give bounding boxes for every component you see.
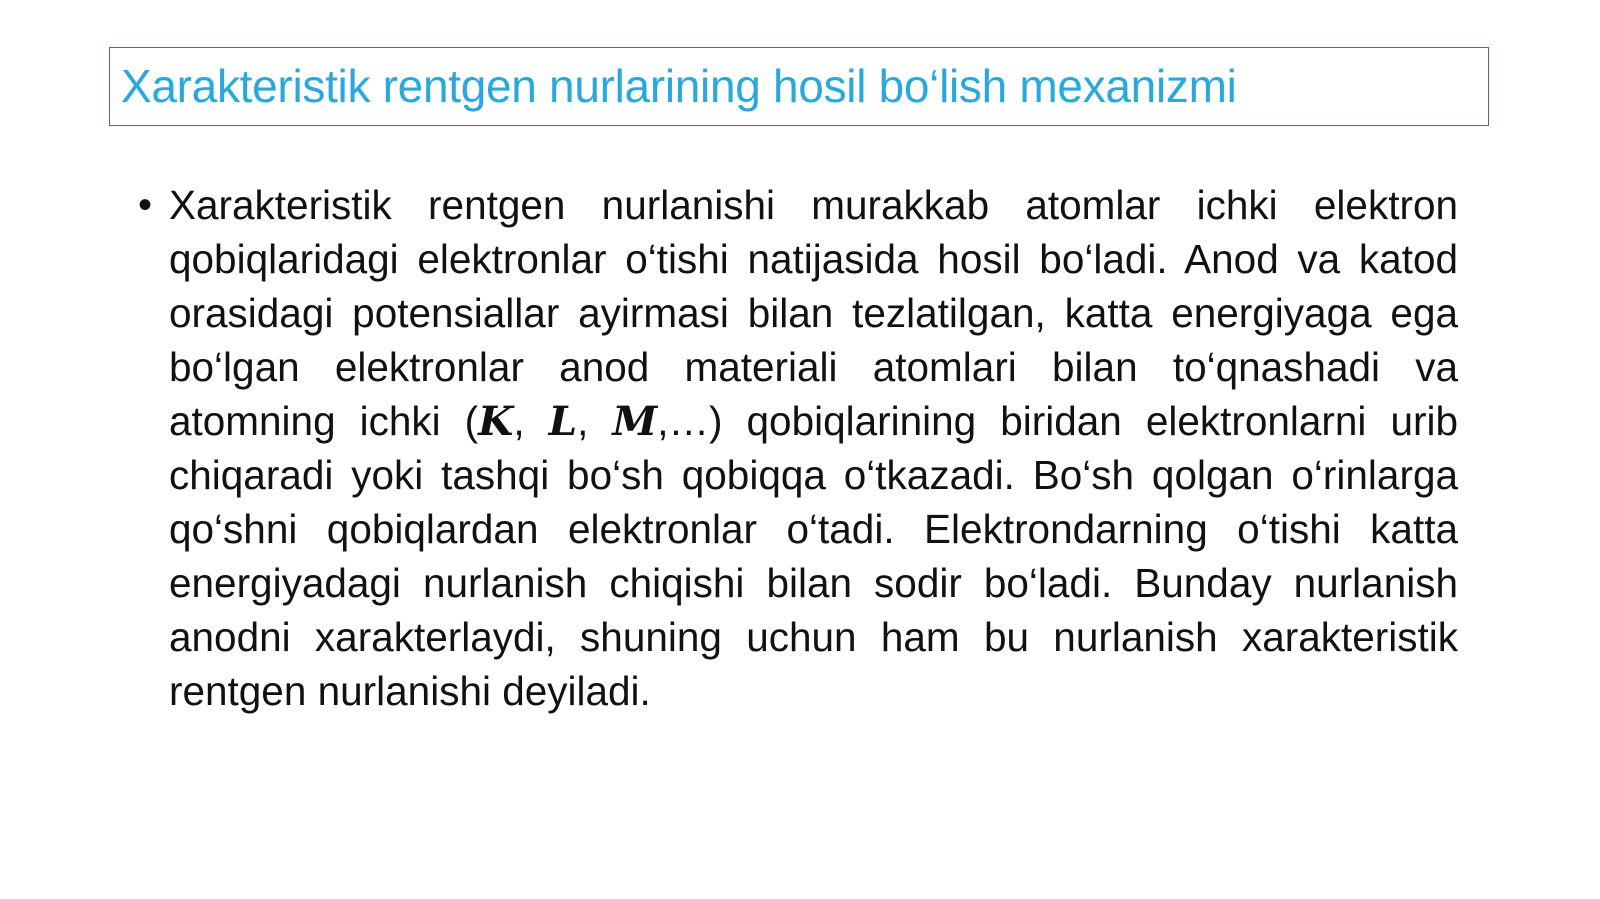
slide-title-box xyxy=(109,47,1489,126)
paragraph-text-part1: Xarakteristik rentgen nurlanishi murakkab atomlar ichki elektron qobiqlaridagi elektronlar o‘tishi natijasida hosil bo‘ladi. Anod va katod orasidagi potensiallar ayirmasi bilan tezlatilgan, katta energiyaga ega bo‘lgan elektronlar anod materiali atomlari bilan to‘qnashadi va atomning ichki ( xyxy=(169,182,1458,444)
math-symbol-l: L xyxy=(548,397,578,445)
math-symbol-k: K xyxy=(478,397,514,445)
bullet-icon: • xyxy=(138,183,153,227)
math-separator-1: , xyxy=(513,398,549,444)
math-symbol-m: M xyxy=(612,397,658,445)
body-paragraph xyxy=(169,178,1458,718)
slide-title: Xarakteristik rentgen nurlarining hosil bo‘lish mexanizmi xyxy=(121,60,1237,112)
math-separator-2: , xyxy=(577,398,613,444)
paragraph-text-part2: ,…) qobiqlarining biridan elektronlarni urib chiqaradi yoki tashqi bo‘sh qobiqqa o‘tkazadi. Bo‘sh qolgan o‘rinlarga qo‘shni qobiqlardan elektronlar o‘tadi. Elektrondarning o‘tishi katta energiyadagi nurlanish chiqishi bilan sodir bo‘ladi. Bunday nurlanish anodni xarakterlaydi, shuning uchun ham bu nurlanish xarakteristik rentgen nurlanishi deyiladi. xyxy=(169,398,1458,714)
